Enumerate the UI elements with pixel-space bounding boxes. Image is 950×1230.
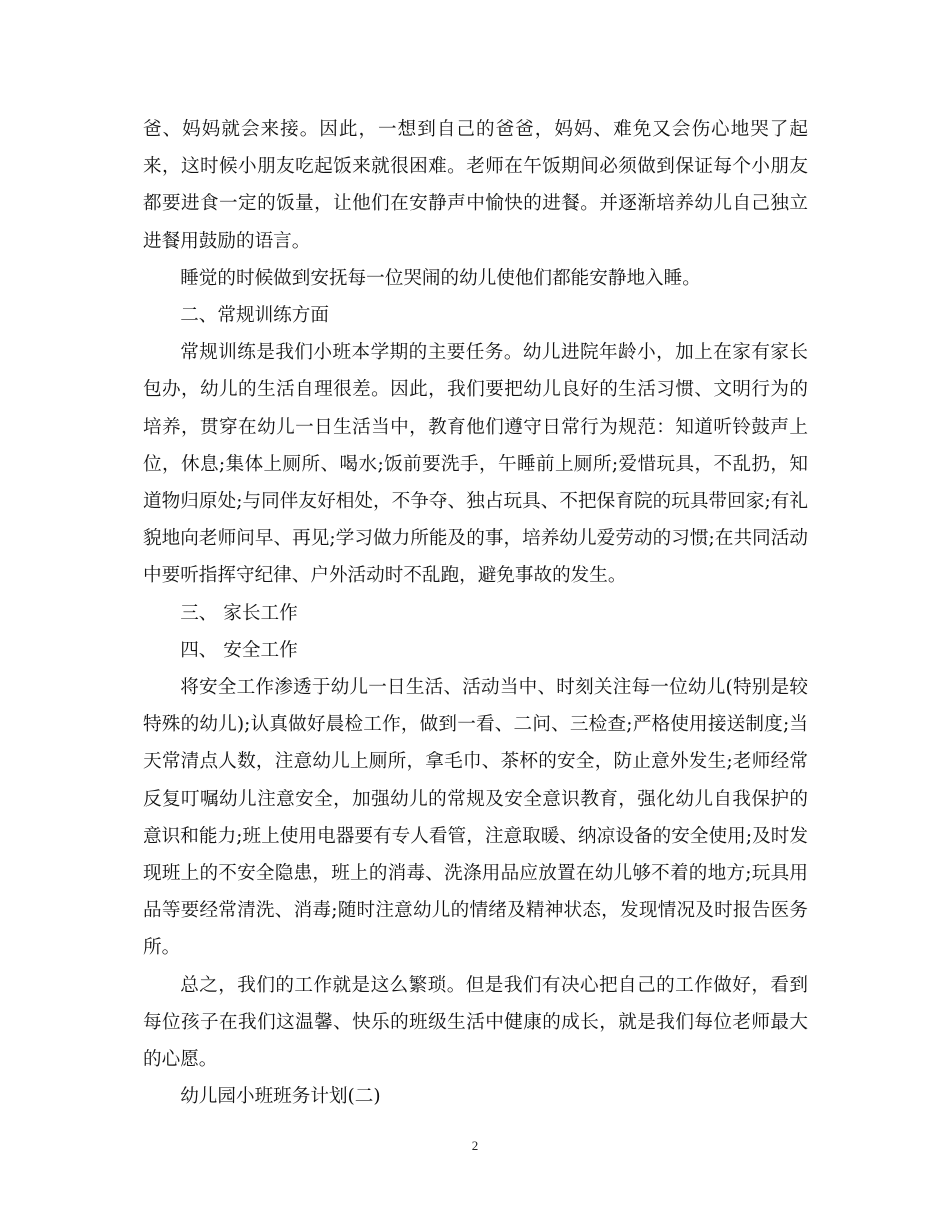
paragraph-conclusion: 总之，我们的工作就是这么繁琐。但是我们有决心把自己的工作做好，看到每位孩子在我们这温馨、快乐的班级生活中健康的成长，就是我们每位老师最大的心愿。	[143, 974, 808, 1071]
paragraph-nap-time: 睡觉的时候做到安抚每一位哭闹的幼儿使他们都能安静地入睡。	[180, 267, 701, 289]
paragraph-routine-training: 常规训练是我们小班本学期的主要任务。幼儿进院年龄小，加上在家有家长包办，幼儿的生活自理很差。因此，我们要把幼儿良好的生活习惯、文明行为的培养，贯穿在幼儿一日生活当中，教育他们遵守日常行为规范：知道听铃鼓声上位，休息;集体上厕所、喝水;饭前要洗手，午睡前上厕所;爱惜玩具，不乱扔，知道物归原处;与同伴友好相处，不争夺、独占玩具、不把保育院的玩具带回家;有礼貌地向老师问早、再见;学习做力所能及的事，培养幼儿爱劳动的习惯;在共同活动中要听指挥守纪律、户外活动时不乱跑，避免事故的发生。	[143, 342, 808, 587]
paragraph-continuation: 爸、妈妈就会来接。因此，一想到自己的爸爸，妈妈、难免又会伤心地哭了起来，这时候小朋友吃起饭来就很困难。老师在午饭期间必须做到保证每个小朋友都要进食一定的饭量，让他们在安静声中愉快的进餐。并逐渐培养幼儿自己独立进餐用鼓励的语言。	[143, 119, 808, 252]
page-number: 2	[471, 1138, 479, 1153]
paragraph-safety-work: 将安全工作渗透于幼儿一日生活、活动当中、时刻关注每一位幼儿(特别是较特殊的幼儿);认真做好晨检工作，做到一看、二问、三检查;严格使用接送制度;当天常清点人数，注意幼儿上厕所，拿毛巾、茶杯的安全，防止意外发生;老师经常反复叮嘱幼儿注意安全，加强幼儿的常规及安全意识教育，强化幼儿自我保护的意识和能力;班上使用电器要有专人看管，注意取暖、纳凉设备的安全使用;及时发现班上的不安全隐患，班上的消毒、洗涤用品应放置在幼儿够不着的地方;玩具用品等要经常清洗、消毒;随时注意幼儿的情绪及精神状态，发现情况及时报告医务所。	[143, 677, 808, 959]
section-heading-parent-work: 三、 家长工作	[180, 602, 298, 624]
section-heading-routine-training: 二、常规训练方面	[180, 305, 329, 327]
document-body	[143, 111, 808, 1115]
section-heading-safety-work: 四、 安全工作	[180, 639, 298, 661]
next-document-title: 幼儿园小班班务计划(二)	[180, 1086, 381, 1108]
